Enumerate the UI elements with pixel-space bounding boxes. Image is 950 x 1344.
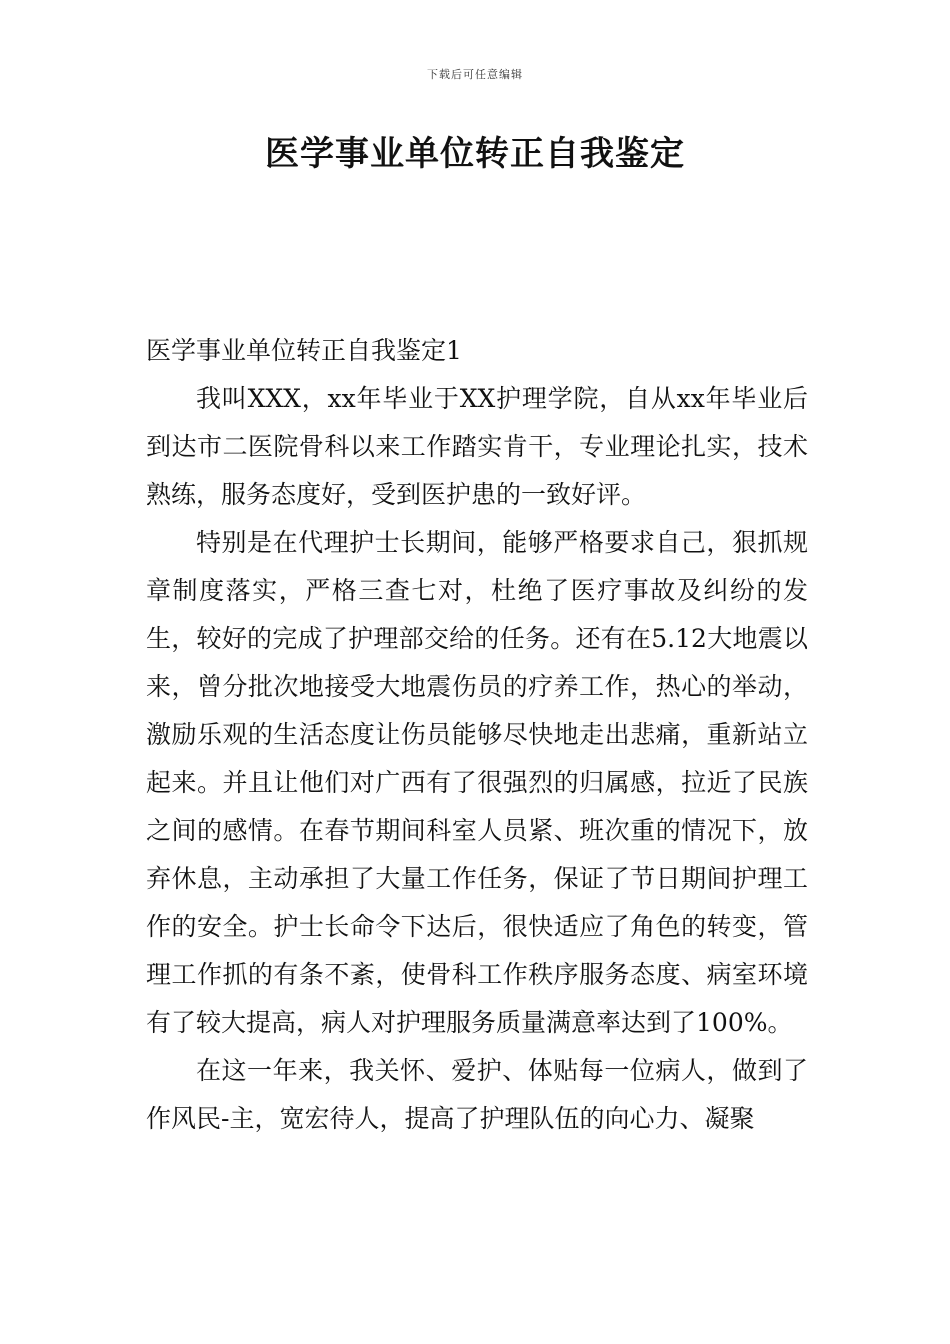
document-title: 医学事业单位转正自我鉴定: [265, 134, 685, 174]
paragraph-1: 我叫XXX，xx年毕业于XX护理学院，自从xx年毕业后到达市二医院骨科以来工作踏实肯干，专业理论扎实，技术熟练，服务态度好，受到医护患的一致好评。: [146, 384, 808, 509]
section-heading: 医学事业单位转正自我鉴定1: [146, 336, 462, 365]
header-note: 下载后可任意编辑: [427, 68, 523, 81]
paragraph-3: 在这一年来，我关怀、爱护、体贴每一位病人，做到了作风民-主，宽宏待人，提高了护理队伍的向心力、凝聚: [146, 1056, 808, 1133]
document-body: [146, 327, 808, 1143]
paragraph-2: 特别是在代理护士长期间，能够严格要求自己，狠抓规章制度落实，严格三查七对，杜绝了医疗事故及纠纷的发生，较好的完成了护理部交给的任务。还有在5.12大地震以来，曾分批次地接受大地震伤员的疗养工作，热心的举动，激励乐观的生活态度让伤员能够尽快地走出悲痛，重新站立起来。并且让他们对广西有了很强烈的归属感，拉近了民族之间的感情。在春节期间科室人员紧、班次重的情况下，放弃休息，主动承担了大量工作任务，保证了节日期间护理工作的安全。护士长命令下达后，很快适应了角色的转变，管理工作抓的有条不紊，使骨科工作秩序服务态度、病室环境有了较大提高，病人对护理服务质量满意率达到了100%。: [146, 528, 808, 1037]
